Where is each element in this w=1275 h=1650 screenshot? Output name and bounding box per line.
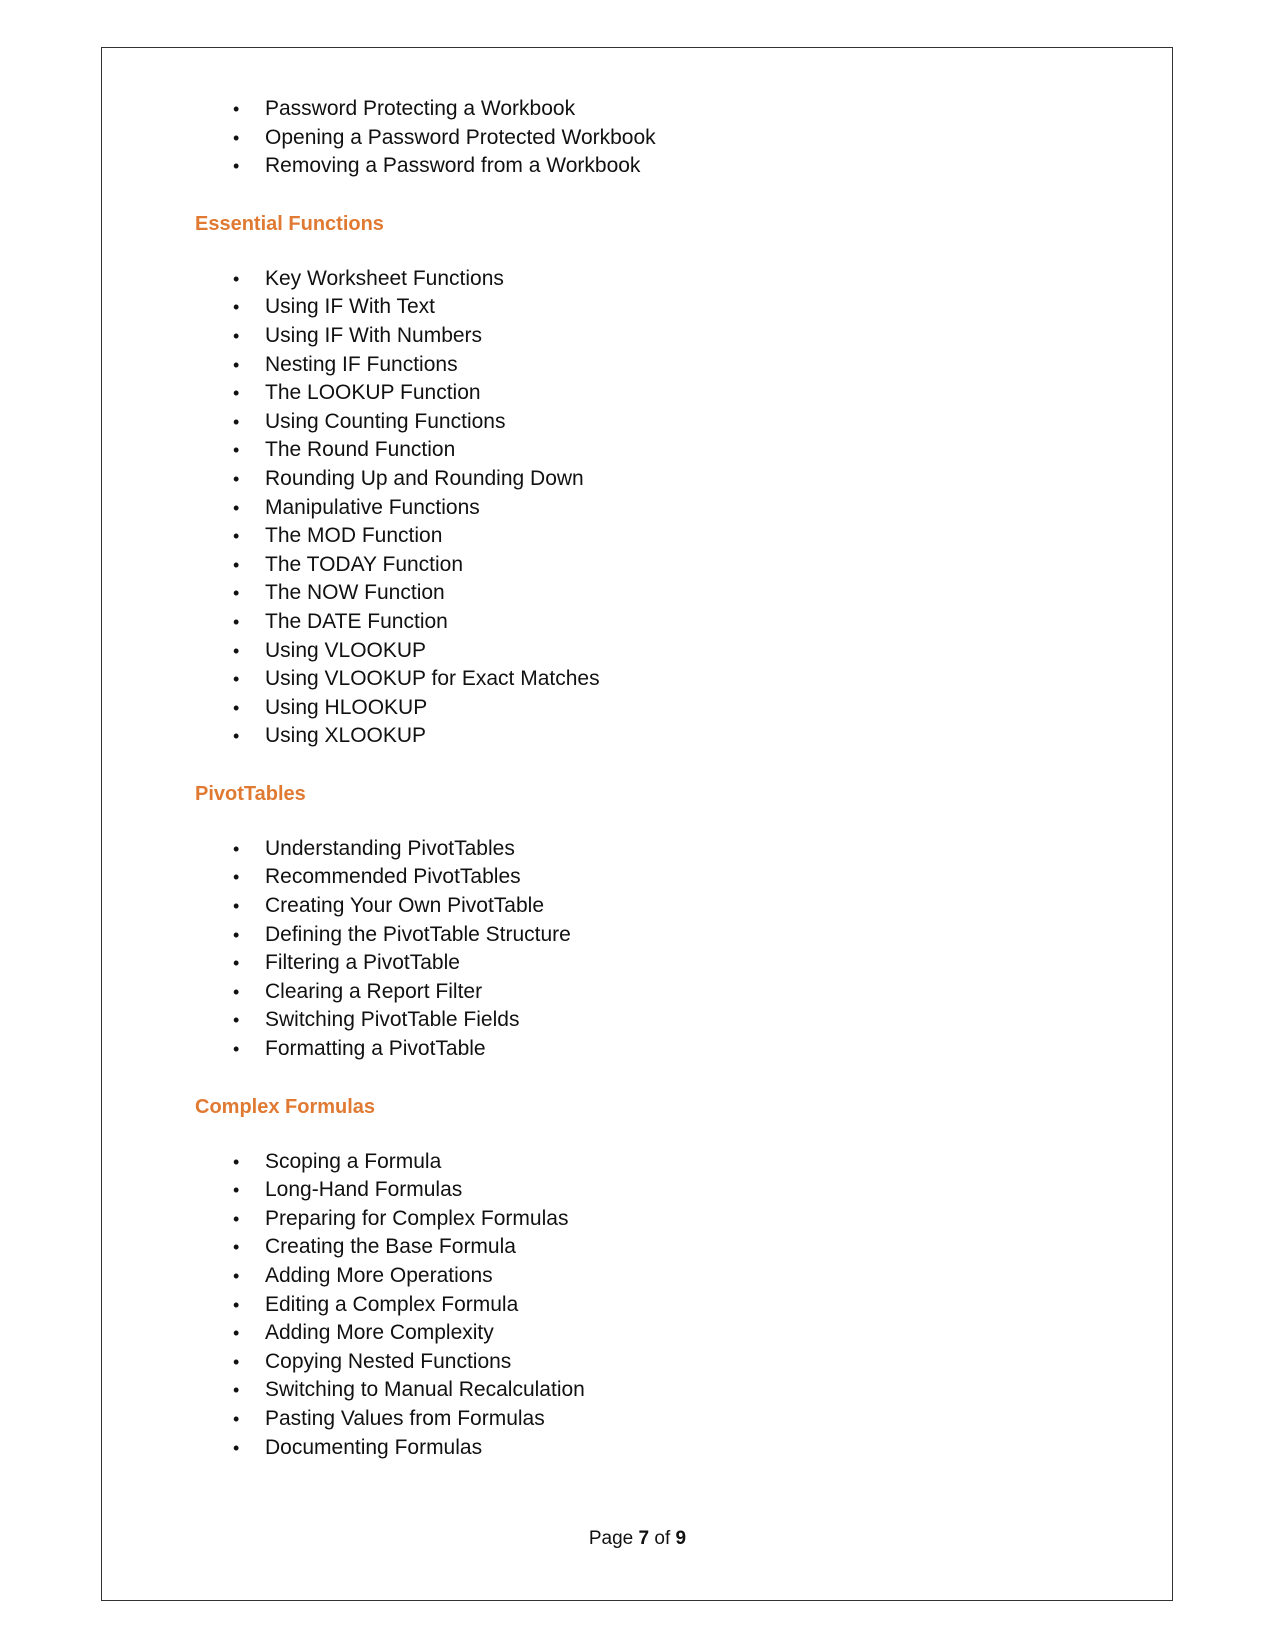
bullet-icon: • — [233, 526, 240, 547]
bullet-icon: • — [233, 611, 240, 632]
list-item-label: Using IF With Numbers — [265, 323, 483, 347]
section-heading: Essential Functions — [195, 212, 384, 235]
list-item — [195, 608, 1095, 637]
list-item — [195, 978, 1095, 1007]
list-item-label: Creating the Base Formula — [265, 1235, 516, 1259]
list-item-label: Opening a Password Protected Workbook — [265, 125, 656, 149]
bullet-icon: • — [233, 1437, 240, 1458]
list-item-label: Switching PivotTable Fields — [265, 1008, 520, 1032]
section-list — [195, 1148, 1095, 1463]
bullet-icon: • — [233, 924, 240, 945]
bullet-icon: • — [233, 838, 240, 859]
page-footer — [0, 1528, 1275, 1550]
bullet-icon: • — [233, 1294, 240, 1315]
list-item — [195, 1233, 1095, 1262]
list-item — [195, 1348, 1095, 1377]
list-item-label: Using HLOOKUP — [265, 695, 428, 719]
list-item — [195, 1205, 1095, 1234]
list-item — [195, 921, 1095, 950]
document-content — [195, 95, 1095, 1462]
list-item — [195, 694, 1095, 723]
list-item-label: Understanding PivotTables — [265, 836, 515, 860]
footer-current-page: 7 — [638, 1528, 650, 1549]
bullet-icon: • — [233, 268, 240, 289]
list-item — [195, 1434, 1095, 1463]
footer-total-pages: 9 — [675, 1528, 687, 1549]
section-heading: PivotTables — [195, 782, 306, 805]
section-list — [195, 835, 1095, 1064]
list-item — [195, 408, 1095, 437]
bullet-icon: • — [233, 156, 240, 177]
list-item-label: The NOW Function — [265, 581, 445, 605]
list-item — [195, 522, 1095, 551]
list-item-label: Pasting Values from Formulas — [265, 1406, 545, 1430]
list-item-label: Using Counting Functions — [265, 409, 506, 433]
bullet-icon: • — [233, 726, 240, 747]
list-item-label: Switching to Manual Recalculation — [265, 1378, 585, 1402]
bullet-icon: • — [233, 896, 240, 917]
footer-of-label: of — [654, 1528, 671, 1549]
list-item-label: Password Protecting a Workbook — [265, 97, 576, 120]
bullet-icon: • — [233, 669, 240, 690]
section-list — [195, 265, 1095, 751]
list-item-label: Creating Your Own PivotTable — [265, 894, 544, 918]
list-item — [195, 1376, 1095, 1405]
bullet-icon: • — [233, 1266, 240, 1286]
list-item — [195, 637, 1095, 666]
bullet-icon: • — [233, 1151, 240, 1172]
bullet-icon: • — [233, 1408, 240, 1429]
bullet-icon: • — [233, 1039, 240, 1060]
bullet-icon: • — [233, 354, 240, 375]
list-item-label: Nesting IF Functions — [265, 352, 458, 376]
list-item — [195, 1405, 1095, 1434]
list-item — [195, 465, 1095, 494]
list-item — [195, 1262, 1095, 1291]
list-item-label: Removing a Password from a Workbook — [265, 154, 641, 178]
list-item — [195, 436, 1095, 465]
section-heading: Complex Formulas — [195, 1095, 376, 1118]
list-item-label: The Round Function — [265, 438, 456, 462]
list-item-label: Recommended PivotTables — [265, 865, 521, 889]
list-item-label: Clearing a Report Filter — [265, 979, 483, 1003]
bullet-icon: • — [233, 99, 240, 119]
bullet-icon: • — [233, 1351, 240, 1372]
list-item-label: The TODAY Function — [265, 552, 464, 576]
list-item-label: The DATE Function — [265, 609, 448, 633]
bullet-icon: • — [233, 440, 240, 461]
list-item-label: Adding More Complexity — [265, 1321, 494, 1345]
bullet-icon: • — [233, 297, 240, 318]
bullet-icon: • — [233, 953, 240, 974]
list-item — [195, 351, 1095, 380]
list-item — [195, 722, 1095, 751]
list-item-label: Scoping a Formula — [265, 1149, 442, 1173]
intro-list — [195, 95, 1095, 181]
list-item-label: Using VLOOKUP for Exact Matches — [265, 667, 600, 691]
sections — [195, 181, 1095, 1462]
bullet-icon: • — [233, 127, 240, 148]
bullet-icon: • — [233, 1010, 240, 1031]
list-item-label: Documenting Formulas — [265, 1435, 483, 1459]
list-item — [195, 152, 1095, 181]
list-item-label: Formatting a PivotTable — [265, 1037, 486, 1061]
list-item-label: Key Worksheet Functions — [265, 266, 504, 290]
list-item — [195, 265, 1095, 294]
bullet-icon: • — [233, 697, 240, 718]
bullet-icon: • — [233, 1208, 240, 1229]
list-item — [195, 892, 1095, 921]
bullet-icon: • — [233, 867, 240, 888]
list-item — [195, 95, 1095, 124]
bullet-icon: • — [233, 981, 240, 1002]
list-item — [195, 124, 1095, 153]
list-item — [195, 551, 1095, 580]
footer-page-label: Page — [588, 1528, 634, 1549]
list-item — [195, 665, 1095, 694]
list-item-label: Rounding Up and Rounding Down — [265, 466, 584, 490]
bullet-icon: • — [233, 468, 240, 489]
list-item — [195, 1035, 1095, 1064]
bullet-icon: • — [233, 640, 240, 661]
bullet-icon: • — [233, 325, 240, 346]
list-item — [195, 1006, 1095, 1035]
bullet-icon: • — [233, 1180, 240, 1201]
list-item-label: Copying Nested Functions — [265, 1349, 512, 1373]
list-item-label: Adding More Operations — [265, 1264, 493, 1287]
list-item — [195, 863, 1095, 892]
bullet-icon: • — [233, 411, 240, 432]
list-item — [195, 1148, 1095, 1177]
list-item-label: The LOOKUP Function — [265, 381, 481, 405]
list-item — [195, 494, 1095, 523]
list-item — [195, 1319, 1095, 1348]
bullet-icon: • — [233, 1380, 240, 1401]
list-item-label: Long-Hand Formulas — [265, 1178, 463, 1202]
list-item-label: Using VLOOKUP — [265, 638, 427, 662]
list-item — [195, 949, 1095, 978]
bullet-icon: • — [233, 1237, 240, 1258]
list-item — [195, 322, 1095, 351]
list-item-label: Filtering a PivotTable — [265, 951, 460, 975]
list-item — [195, 835, 1095, 864]
list-item — [195, 1291, 1095, 1320]
list-item-label: Manipulative Functions — [265, 495, 480, 519]
list-item-label: The MOD Function — [265, 524, 443, 548]
list-item — [195, 379, 1095, 408]
list-item-label: Preparing for Complex Formulas — [265, 1206, 569, 1230]
list-item-label: Defining the PivotTable Structure — [265, 922, 571, 946]
list-item-label: Editing a Complex Formula — [265, 1292, 519, 1316]
bullet-icon: • — [233, 1323, 240, 1344]
list-item — [195, 1176, 1095, 1205]
bullet-icon: • — [233, 583, 240, 604]
list-item — [195, 579, 1095, 608]
bullet-icon: • — [233, 554, 240, 575]
bullet-icon: • — [233, 497, 240, 518]
list-item — [195, 293, 1095, 322]
bullet-icon: • — [233, 383, 240, 404]
list-item-label: Using XLOOKUP — [265, 724, 427, 748]
list-item-label: Using IF With Text — [265, 295, 435, 319]
